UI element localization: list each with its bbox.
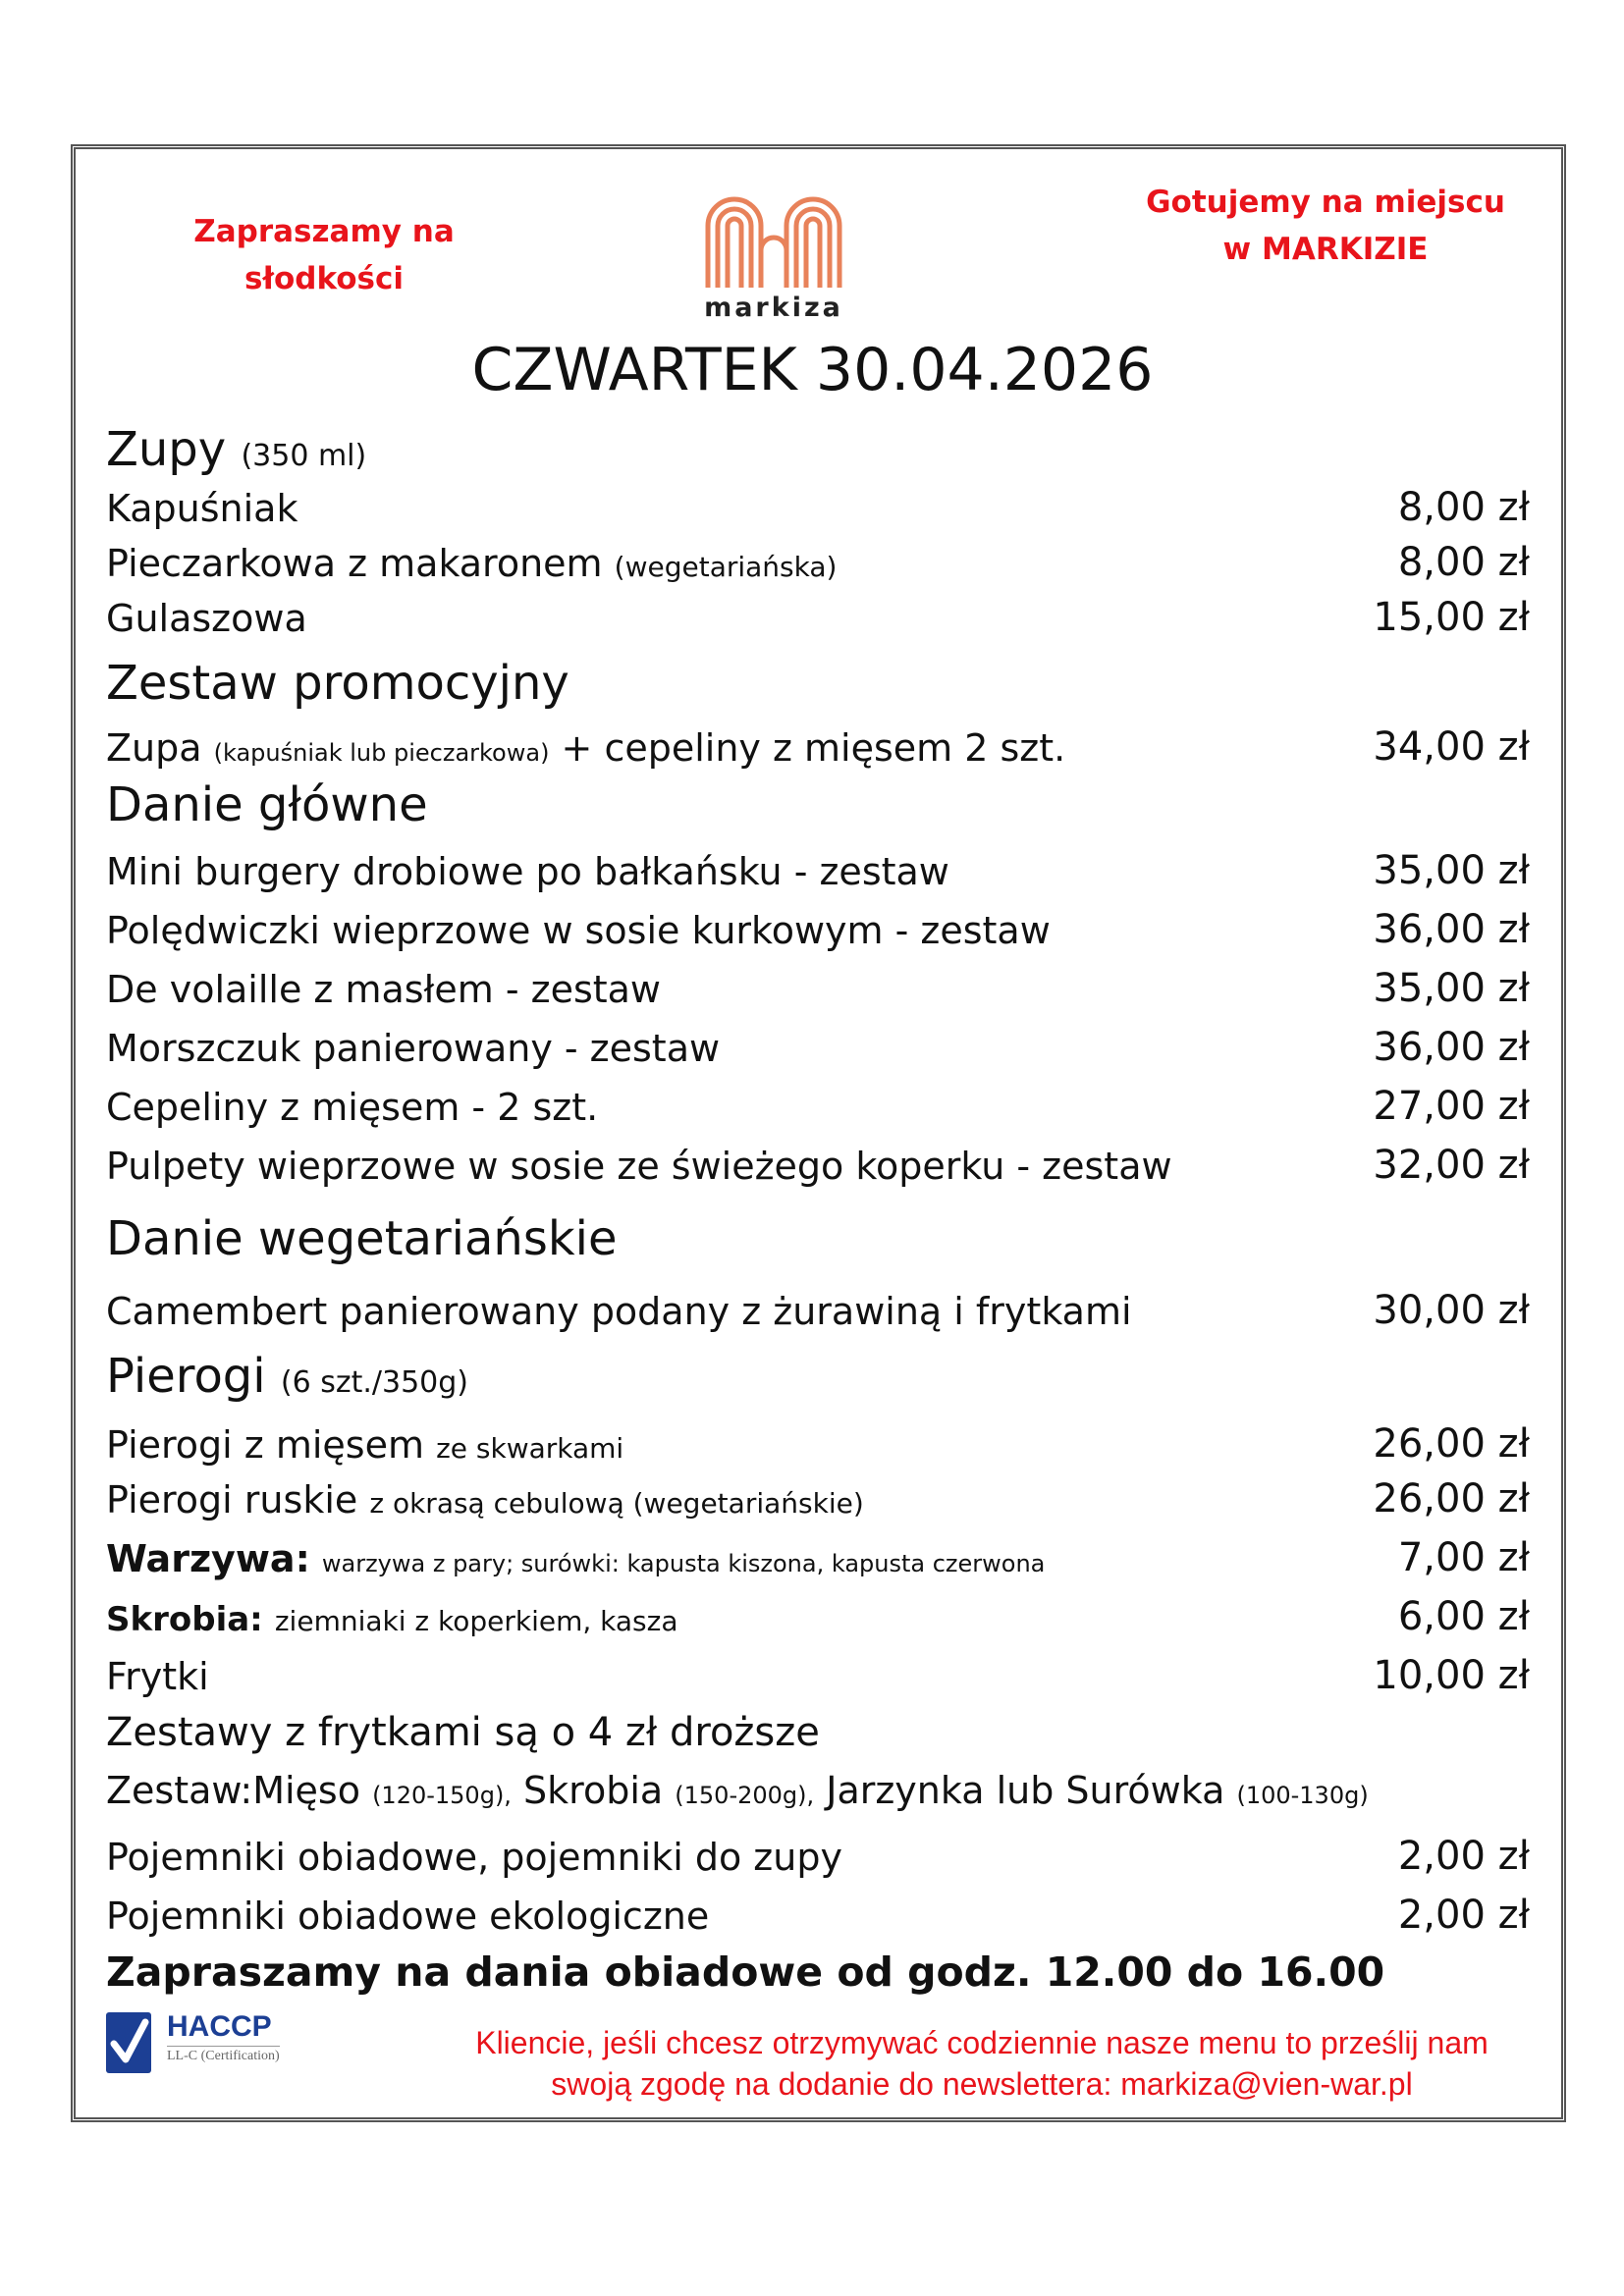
list-item: Pojemniki obiadowe ekologiczne 2,00 zł [106,1893,1530,1938]
sweets-promo: Zapraszamy na słodkości [193,214,455,296]
brand-name: markiza [704,293,843,323]
markiza-logo-icon [700,191,847,290]
section-zupy: Zupy (350 ml) [106,422,367,477]
list-item: Cepeliny z mięsem - 2 szt. 27,00 zł [106,1084,1530,1129]
section-glowne: Danie główne [106,777,428,832]
opening-hours: Zapraszamy na dania obiadowe od godz. 12.00 do 16.00 [106,1949,1385,1996]
list-item: Warzywa: warzywa z pary; surówki: kapusta kiszona, kapusta czerwona 7,00 zł [106,1535,1530,1580]
cooking-promo: Gotujemy na miejscu w MARKIZIE [1146,185,1505,267]
list-item: Pieczarkowa z makaronem (wegetariańska) 8,00 zł [106,540,1530,585]
list-item: Camembert panierowany podany z żurawiną i frytkami 30,00 zł [106,1288,1530,1333]
section-promo: Zestaw promocyjny [106,656,569,711]
list-item: Pulpety wieprzowe w sosie ze świeżego koperku - zestaw 32,00 zł [106,1143,1530,1188]
list-item: Kapuśniak 8,00 zł [106,485,1530,530]
haccp-check-icon [106,2012,151,2073]
section-wege: Danie wegetariańskie [106,1211,618,1266]
list-item: Zupa (kapuśniak lub pieczarkowa) + cepeliny z mięsem 2 szt. 34,00 zł [106,724,1530,770]
list-item: Pierogi z mięsem ze skwarkami 26,00 zł [106,1421,1530,1467]
page-title: CZWARTEK 30.04.2026 [471,336,1154,404]
list-item: Pojemniki obiadowe, pojemniki do zupy 2,00 zł [106,1834,1530,1879]
list-item: Polędwiczki wieprzowe w sosie kurkowym - zestaw 36,00 zł [106,907,1530,952]
haccp-badge: HACCP LL-C (Certification) [167,2010,280,2063]
newsletter-note: Kliencie, jeśli chcesz otrzymywać codziennie nasze menu to prześlij nam swoją zgodę na dodanie do newslettera: markiza@vien-war.pl [475,2025,1489,2102]
list-item: Mini burgery drobiowe po bałkańsku - zestaw 35,00 zł [106,848,1530,893]
list-item: Gulaszowa 15,00 zł [106,595,1530,640]
list-item: Pierogi ruskie z okrasą cebulową (wegetariańskie) 26,00 zł [106,1476,1530,1522]
info-line: Zestaw:Mięso (120-150g), Skrobia (150-200g), Jarzynka lub Surówka (100-130g) [106,1769,1369,1812]
list-item: Morszczuk panierowany - zestaw 36,00 zł [106,1025,1530,1070]
section-pierogi: Pierogi (6 szt./350g) [106,1349,468,1404]
info-line: Zestawy z frytkami są o 4 zł droższe [106,1710,820,1755]
list-item: Frytki 10,00 zł [106,1653,1530,1698]
list-item: Skrobia: ziemniaki z koperkiem, kasza 6,00 zł [106,1594,1530,1639]
list-item: De volaille z masłem - zestaw 35,00 zł [106,966,1530,1011]
